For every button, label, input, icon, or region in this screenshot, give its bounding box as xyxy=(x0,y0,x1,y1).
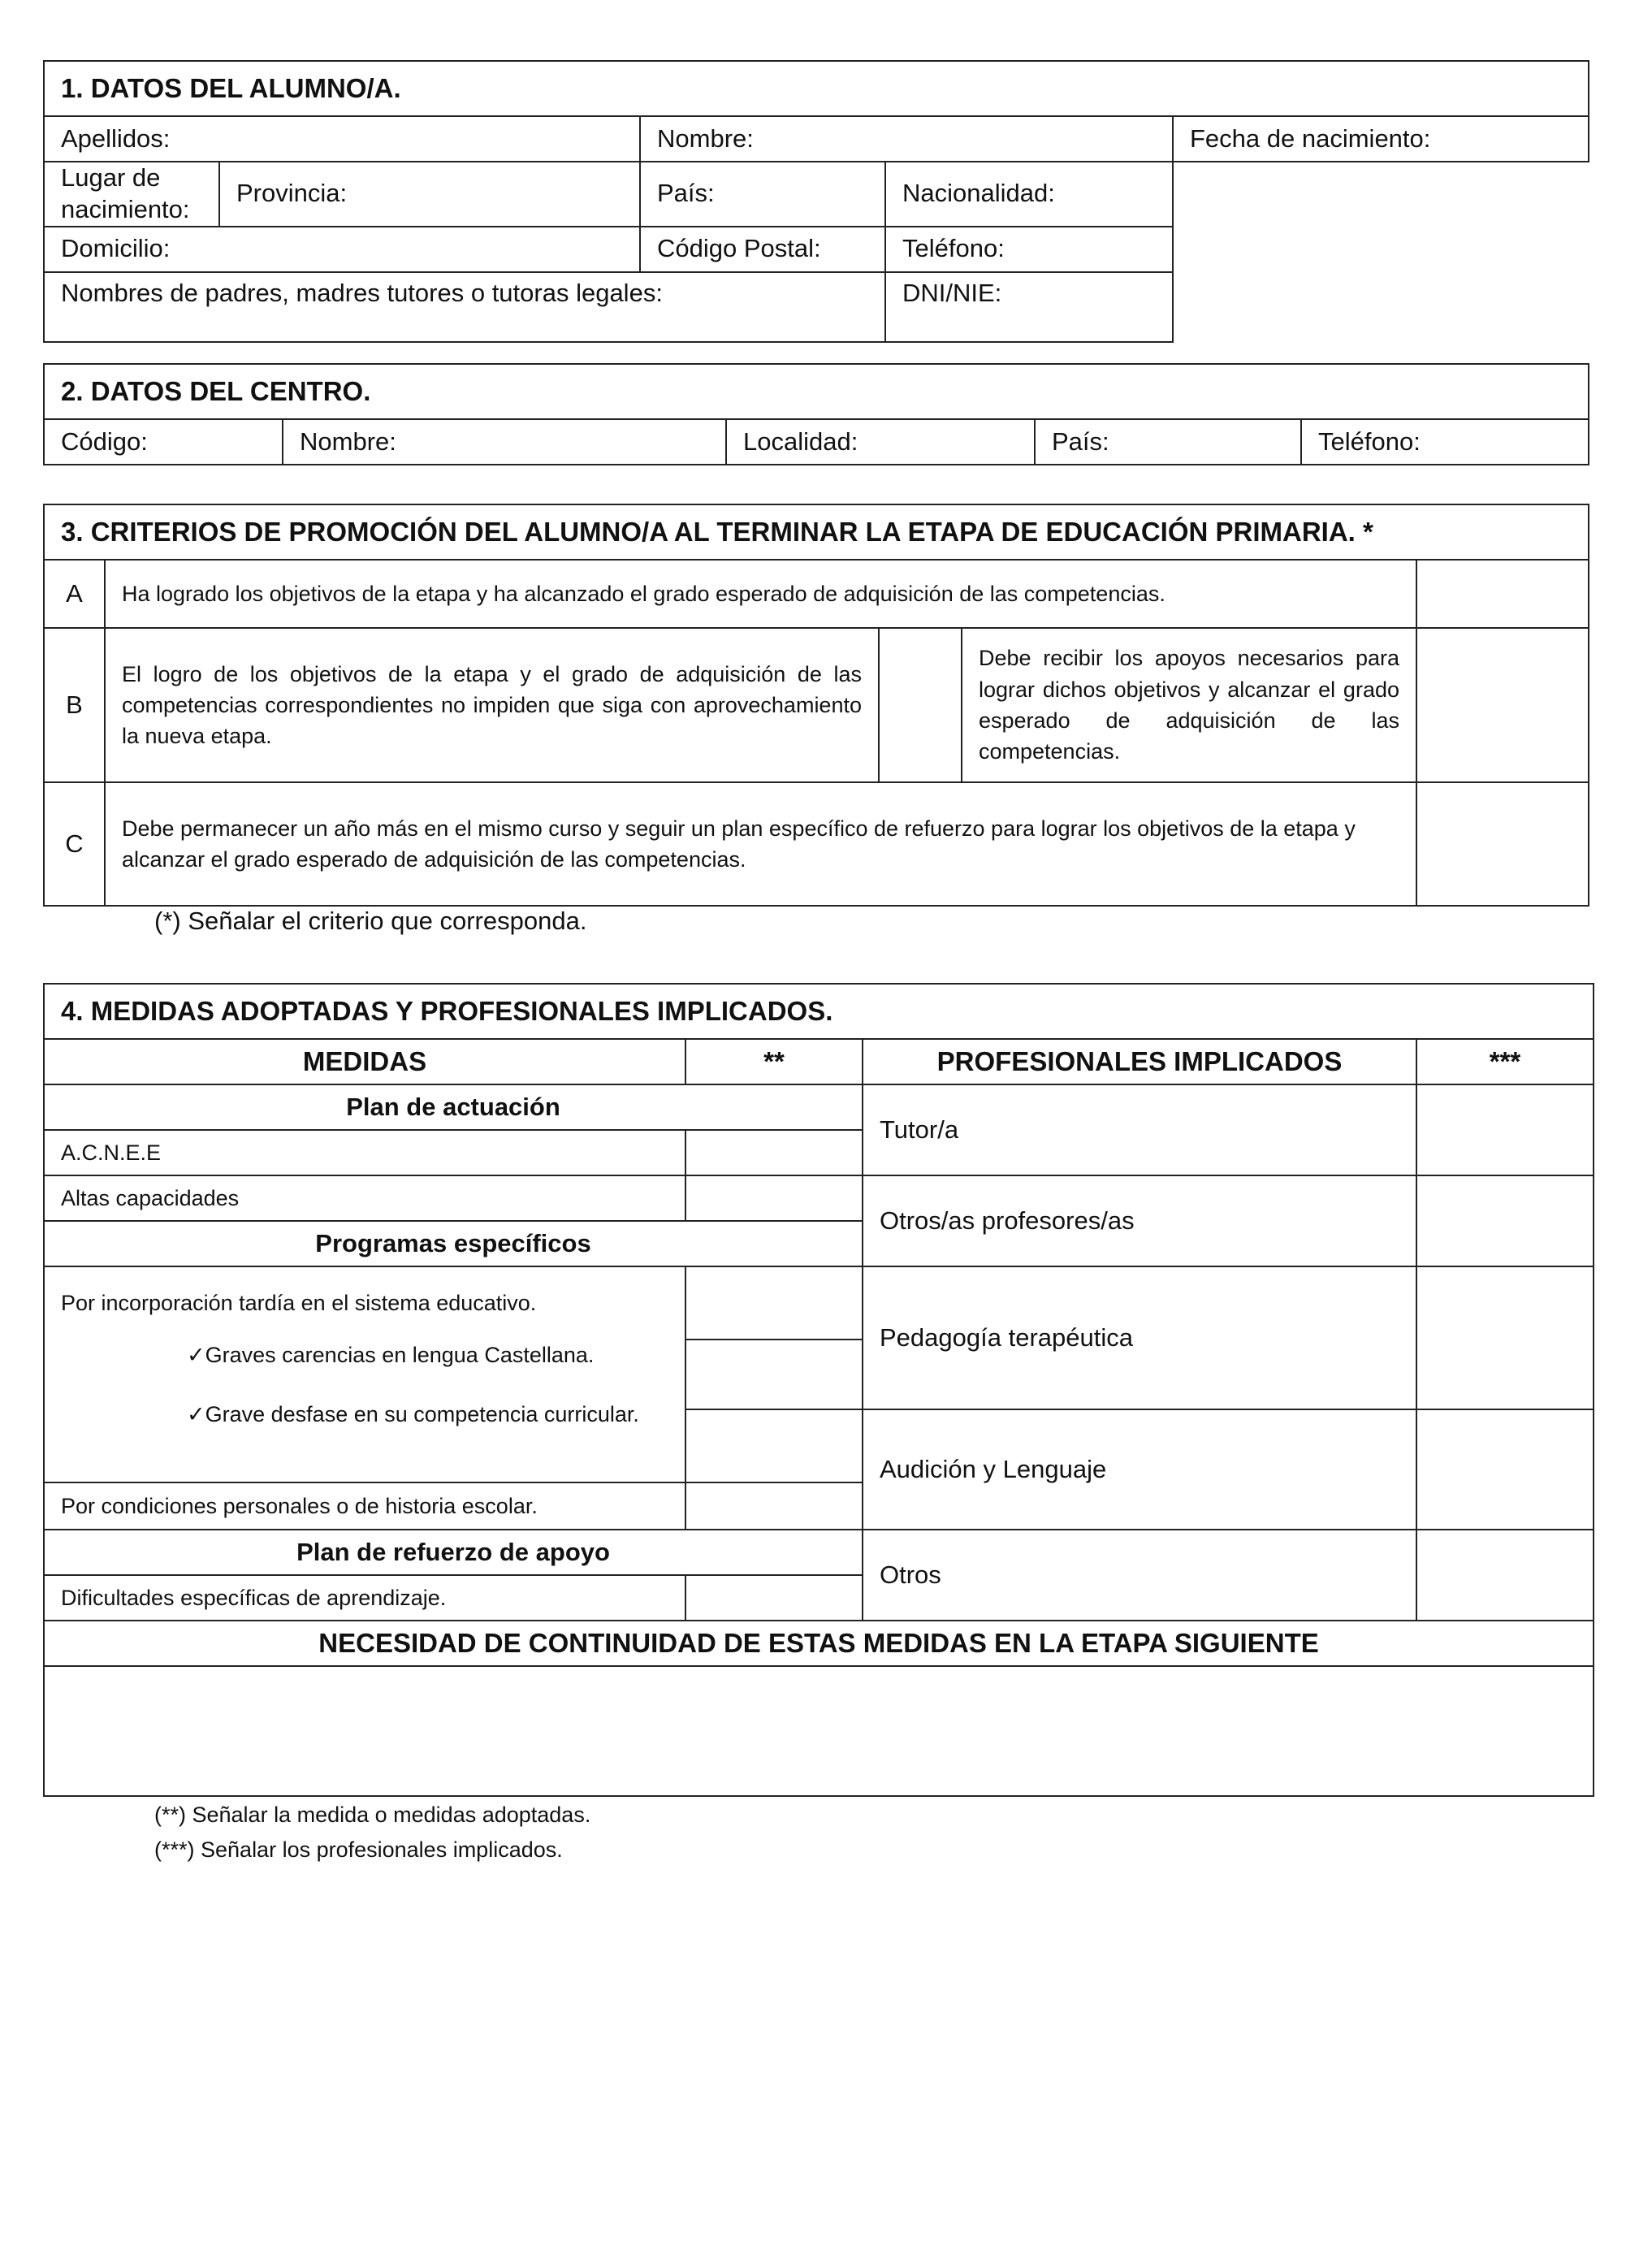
centro-telefono-field[interactable]: Teléfono: xyxy=(1301,419,1589,465)
medida-altas-checkbox[interactable] xyxy=(685,1175,863,1221)
medida-acnee-label: A.C.N.E.E xyxy=(44,1130,685,1175)
prof-otros-profesores-label: Otros/as profesores/as xyxy=(863,1175,1416,1266)
medida-incorporacion-label: Por incorporación tardía en el sistema educativo. xyxy=(61,1291,537,1315)
prof-audicion-checkbox[interactable] xyxy=(1416,1409,1594,1530)
criterio-c-letter: C xyxy=(44,782,105,906)
col-medidas-header: MEDIDAS xyxy=(44,1039,685,1084)
section-3-title: 3. CRITERIOS DE PROMOCIÓN DEL ALUMNO/A AL TERMINAR LA ETAPA DE EDUCACIÓN PRIMARIA. * xyxy=(44,504,1589,560)
plan-refuerzo-header: Plan de refuerzo de apoyo xyxy=(44,1530,863,1575)
criterio-a-letter: A xyxy=(44,560,105,628)
telefono-field[interactable]: Teléfono: xyxy=(885,227,1173,272)
medidas-table xyxy=(43,983,1594,1797)
dni-field[interactable]: DNI/NIE: xyxy=(885,272,1173,342)
criterios-table xyxy=(43,504,1589,907)
prof-pedagogia-checkbox[interactable] xyxy=(1416,1266,1594,1409)
codigo-postal-field[interactable]: Código Postal: xyxy=(640,227,885,272)
centro-localidad-field[interactable]: Localidad: xyxy=(726,419,1035,465)
criterio-c-checkbox[interactable] xyxy=(1416,782,1589,906)
check-icon: ✓ xyxy=(187,1342,205,1368)
nombre-field[interactable]: Nombre: xyxy=(640,116,1173,162)
prof-audicion-label: Audición y Lenguaje xyxy=(863,1409,1416,1530)
medida-graves-carencias-label: Graves carencias en lengua Castellana. xyxy=(205,1342,595,1367)
continuidad-textarea[interactable] xyxy=(44,1666,1594,1796)
criterio-b-apoyos-text: Debe recibir los apoyos necesarios para lograr dichos objetivos y alcanzar el grado esperado de adquisición de las competencias. xyxy=(962,628,1416,782)
section-2-title: 2. DATOS DEL CENTRO. xyxy=(44,364,1589,419)
section-datos-alumno xyxy=(43,60,1588,343)
section-medidas xyxy=(43,983,1593,1797)
section-criterios xyxy=(43,504,1588,907)
criterio-c-text: Debe permanecer un año más en el mismo curso y seguir un plan específico de refuerzo para lograr los objetivos de la etapa y alcanzar el grado esperado de adquisición de las competencias. xyxy=(105,782,1416,906)
nacionalidad-field[interactable]: Nacionalidad: xyxy=(885,162,1173,227)
padres-field[interactable]: Nombres de padres, madres tutores o tutoras legales: xyxy=(44,272,885,342)
pais-field[interactable]: País: xyxy=(640,162,885,227)
medida-incorporacion-checkbox[interactable] xyxy=(685,1266,863,1340)
prof-otros-profesores-checkbox[interactable] xyxy=(1416,1175,1594,1266)
apellidos-field[interactable]: Apellidos: xyxy=(44,116,640,162)
col-profesionales-header: PROFESIONALES IMPLICADOS xyxy=(863,1039,1416,1084)
criterio-a-text: Ha logrado los objetivos de la etapa y ha alcanzado el grado esperado de adquisición de las competencias. xyxy=(105,560,1416,628)
medidas-note: (**) Señalar la medida o medidas adoptadas. xyxy=(154,1803,591,1827)
medida-dificultades-label: Dificultades específicas de aprendizaje. xyxy=(44,1575,685,1621)
datos-alumno-table xyxy=(43,60,1589,343)
medida-grave-desfase-label: Grave desfase en su competencia curricular. xyxy=(205,1402,639,1427)
criterio-b-checkbox[interactable] xyxy=(879,628,962,782)
centro-nombre-field[interactable]: Nombre: xyxy=(283,419,726,465)
prof-tutor-label: Tutor/a xyxy=(863,1084,1416,1175)
fecha-nacimiento-field[interactable]: Fecha de nacimiento: xyxy=(1173,116,1589,162)
section-4-title: 4. MEDIDAS ADOPTADAS Y PROFESIONALES IMPLICADOS. xyxy=(44,984,1594,1039)
centro-codigo-field[interactable]: Código: xyxy=(44,419,283,465)
domicilio-field[interactable]: Domicilio: xyxy=(44,227,640,272)
col-mark2-header: ** xyxy=(685,1039,863,1084)
prof-otros-label: Otros xyxy=(863,1530,1416,1621)
criterio-b-apoyos-checkbox[interactable] xyxy=(1416,628,1589,782)
criterio-b-letter: B xyxy=(44,628,105,782)
centro-pais-field[interactable]: País: xyxy=(1035,419,1301,465)
prof-otros-checkbox[interactable] xyxy=(1416,1530,1594,1621)
col-mark3-header: *** xyxy=(1416,1039,1594,1084)
check-icon: ✓ xyxy=(187,1402,205,1428)
profesionales-note: (***) Señalar los profesionales implicados. xyxy=(154,1837,563,1862)
criterio-a-checkbox[interactable] xyxy=(1416,560,1589,628)
criterio-note: (*) Señalar el criterio que corresponda. xyxy=(154,907,587,935)
medida-graves-carencias-checkbox[interactable] xyxy=(685,1340,863,1409)
medida-condiciones-label: Por condiciones personales o de historia escolar. xyxy=(44,1482,685,1530)
section-datos-centro xyxy=(43,363,1588,465)
medida-grave-desfase-item xyxy=(61,1403,668,1427)
plan-actuacion-header: Plan de actuación xyxy=(44,1084,863,1130)
medida-dificultades-checkbox[interactable] xyxy=(685,1575,863,1621)
section-1-title: 1. DATOS DEL ALUMNO/A. xyxy=(44,61,1589,116)
programas-especificos-header: Programas específicos xyxy=(44,1221,863,1266)
datos-centro-table xyxy=(43,363,1589,465)
medida-altas-label: Altas capacidades xyxy=(44,1175,685,1221)
medida-grave-desfase-checkbox[interactable] xyxy=(685,1409,863,1482)
lugar-nacimiento-field[interactable]: Lugar de nacimiento: xyxy=(44,162,219,227)
criterio-b-text: El logro de los objetivos de la etapa y el grado de adquisición de las competencias correspondientes no impiden que siga con aprovechamiento la nueva etapa. xyxy=(105,628,879,782)
medida-graves-carencias-item xyxy=(61,1344,668,1368)
medida-acnee-checkbox[interactable] xyxy=(685,1130,863,1175)
prof-tutor-checkbox[interactable] xyxy=(1416,1084,1594,1175)
medida-incorporacion-cell xyxy=(44,1266,685,1482)
provincia-field[interactable]: Provincia: xyxy=(219,162,640,227)
medida-condiciones-checkbox[interactable] xyxy=(685,1482,863,1530)
prof-pedagogia-label: Pedagogía terapéutica xyxy=(863,1266,1416,1409)
continuidad-header: NECESIDAD DE CONTINUIDAD DE ESTAS MEDIDAS EN LA ETAPA SIGUIENTE xyxy=(44,1621,1594,1666)
